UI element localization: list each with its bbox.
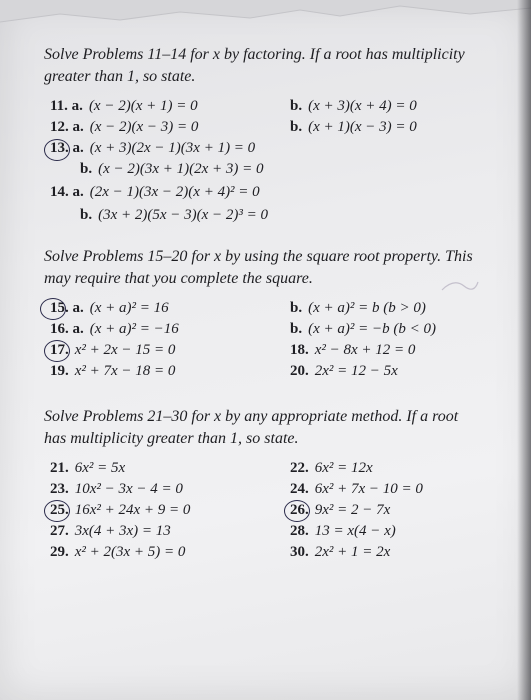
problem-22: 22. 6x² = 12x [290, 460, 373, 476]
section1-instruction-line1: Solve Problems 11–14 for x by factoring. If a root has multiplicity [44, 46, 465, 63]
problem-11a: 11. a. (x − 2)(x + 1) = 0 [50, 98, 198, 114]
section3-instruction-line1: Solve Problems 21–30 for x by any appropriate method. If a root [44, 408, 459, 425]
page-edge-shadow [517, 0, 531, 700]
pen-circle-17 [44, 340, 70, 362]
problem-14a: 14. a. (2x − 1)(3x − 2)(x + 4)² = 0 [50, 184, 260, 200]
section1-instruction-line2: greater than 1, so state. [44, 68, 196, 85]
problem-14b: b. (3x + 2)(5x − 3)(x − 2)³ = 0 [80, 207, 269, 223]
problem-11b: b. (x + 3)(x + 4) = 0 [290, 98, 417, 114]
problem-19: 19. x² + 7x − 18 = 0 [50, 363, 176, 379]
problem-18: 18. x² − 8x + 12 = 0 [290, 342, 416, 358]
torn-paper-edge [0, 0, 531, 40]
problem-25: 25. 16x² + 24x + 9 = 0 [50, 502, 191, 518]
problem-15a: 15. a. (x + a)² = 16 [50, 300, 169, 316]
pencil-mark [440, 276, 480, 294]
problem-12a: 12. a. (x − 2)(x − 3) = 0 [50, 119, 199, 135]
problem-23: 23. 10x² − 3x − 4 = 0 [50, 481, 183, 497]
problem-28: 28. 13 = x(4 − x) [290, 523, 396, 539]
problem-15b: b. (x + a)² = b (b > 0) [290, 300, 426, 316]
problem-16b: b. (x + a)² = −b (b < 0) [290, 321, 436, 337]
section3-instruction-line2: has multiplicity greater than 1, so state. [44, 430, 299, 447]
section2-instruction-line1: Solve Problems 15–20 for x by using the square root property. This [44, 248, 473, 265]
problem-16a: 16. a. (x + a)² = −16 [50, 321, 179, 337]
problem-27: 27. 3x(4 + 3x) = 13 [50, 523, 171, 539]
problem-30: 30. 2x² + 1 = 2x [290, 544, 391, 560]
pen-circle-15 [40, 298, 66, 320]
pen-circle-13 [44, 139, 70, 161]
problem-20: 20. 2x² = 12 − 5x [290, 363, 398, 379]
pen-circle-26 [284, 500, 310, 522]
pen-circle-25 [44, 500, 70, 522]
problem-24: 24. 6x² + 7x − 10 = 0 [290, 481, 423, 497]
section2-instruction-line2: may require that you complete the square. [44, 270, 313, 287]
problem-13b: b. (x − 2)(3x + 1)(2x + 3) = 0 [80, 161, 264, 177]
problem-17: 17. x² + 2x − 15 = 0 [50, 342, 176, 358]
problem-29: 29. x² + 2(3x + 5) = 0 [50, 544, 186, 560]
problem-12b: b. (x + 1)(x − 3) = 0 [290, 119, 417, 135]
problem-13a: 13. a. (x + 3)(2x − 1)(3x + 1) = 0 [50, 140, 256, 156]
problem-26: 26. 9x² = 2 − 7x [290, 502, 391, 518]
problem-21: 21. 6x² = 5x [50, 460, 126, 476]
